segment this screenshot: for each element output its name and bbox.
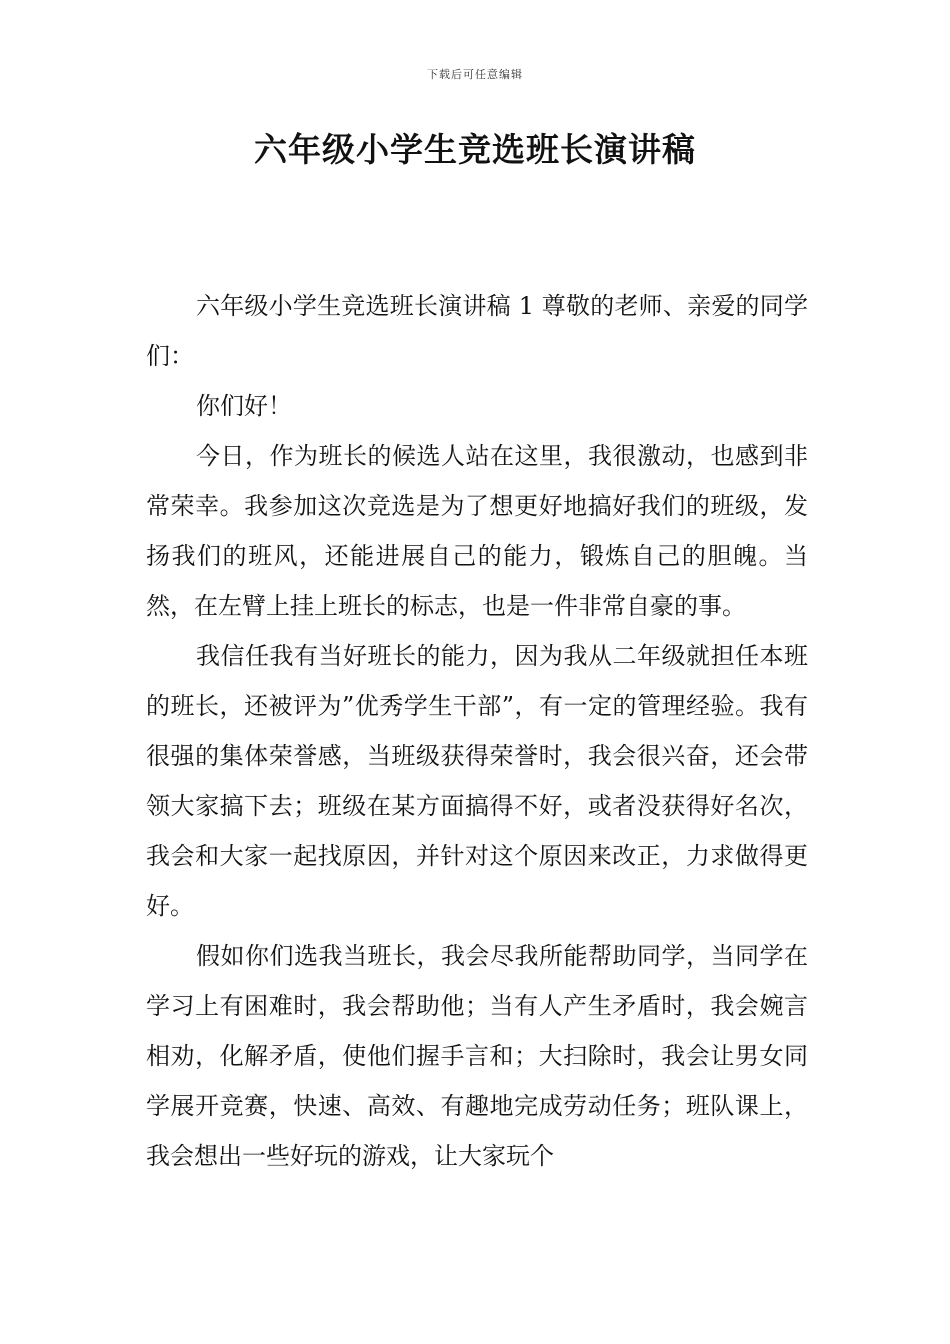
paragraph-intro: 今日，作为班长的候选人站在这里，我很激动，也感到非常荣幸。我参加这次竞选是为了想更好地搞好我们的班级，发扬我们的班风，还能进展自己的能力，锻炼自己的胆魄。当然，在左臂上挂上班长的标志，也是一件非常自豪的事。 xyxy=(146,442,808,620)
paragraph-greeting: 六年级小学生竞选班长演讲稿 1 尊敬的老师、亲爱的同学们： xyxy=(146,292,808,370)
document-title: 六年级小学生竞选班长演讲稿 xyxy=(254,130,696,169)
paragraph-ability: 我信任我有当好班长的能力，因为我从二年级就担任本班的班长，还被评为”优秀学生干部”，有一定的管理经验。我有很强的集体荣誉感，当班级获得荣誉时，我会很兴奋，还会带领大家搞下去；班级在某方面搞得不好，或者没获得好名次，我会和大家一起找原因，并针对这个原因来改正，力求做得更好。 xyxy=(146,642,808,920)
document-body xyxy=(146,281,808,1181)
paragraph-promise: 假如你们选我当班长，我会尽我所能帮助同学，当同学在学习上有困难时，我会帮助他；当有人产生矛盾时，我会婉言相劝，化解矛盾，使他们握手言和；大扫除时，我会让男女同学展开竞赛，快速、高效、有趣地完成劳动任务；班队课上，我会想出一些好玩的游戏，让大家玩个 xyxy=(146,942,808,1170)
paragraph-hello: 你们好！ xyxy=(196,392,292,420)
header-note: 下载后可任意编辑 xyxy=(427,68,523,81)
